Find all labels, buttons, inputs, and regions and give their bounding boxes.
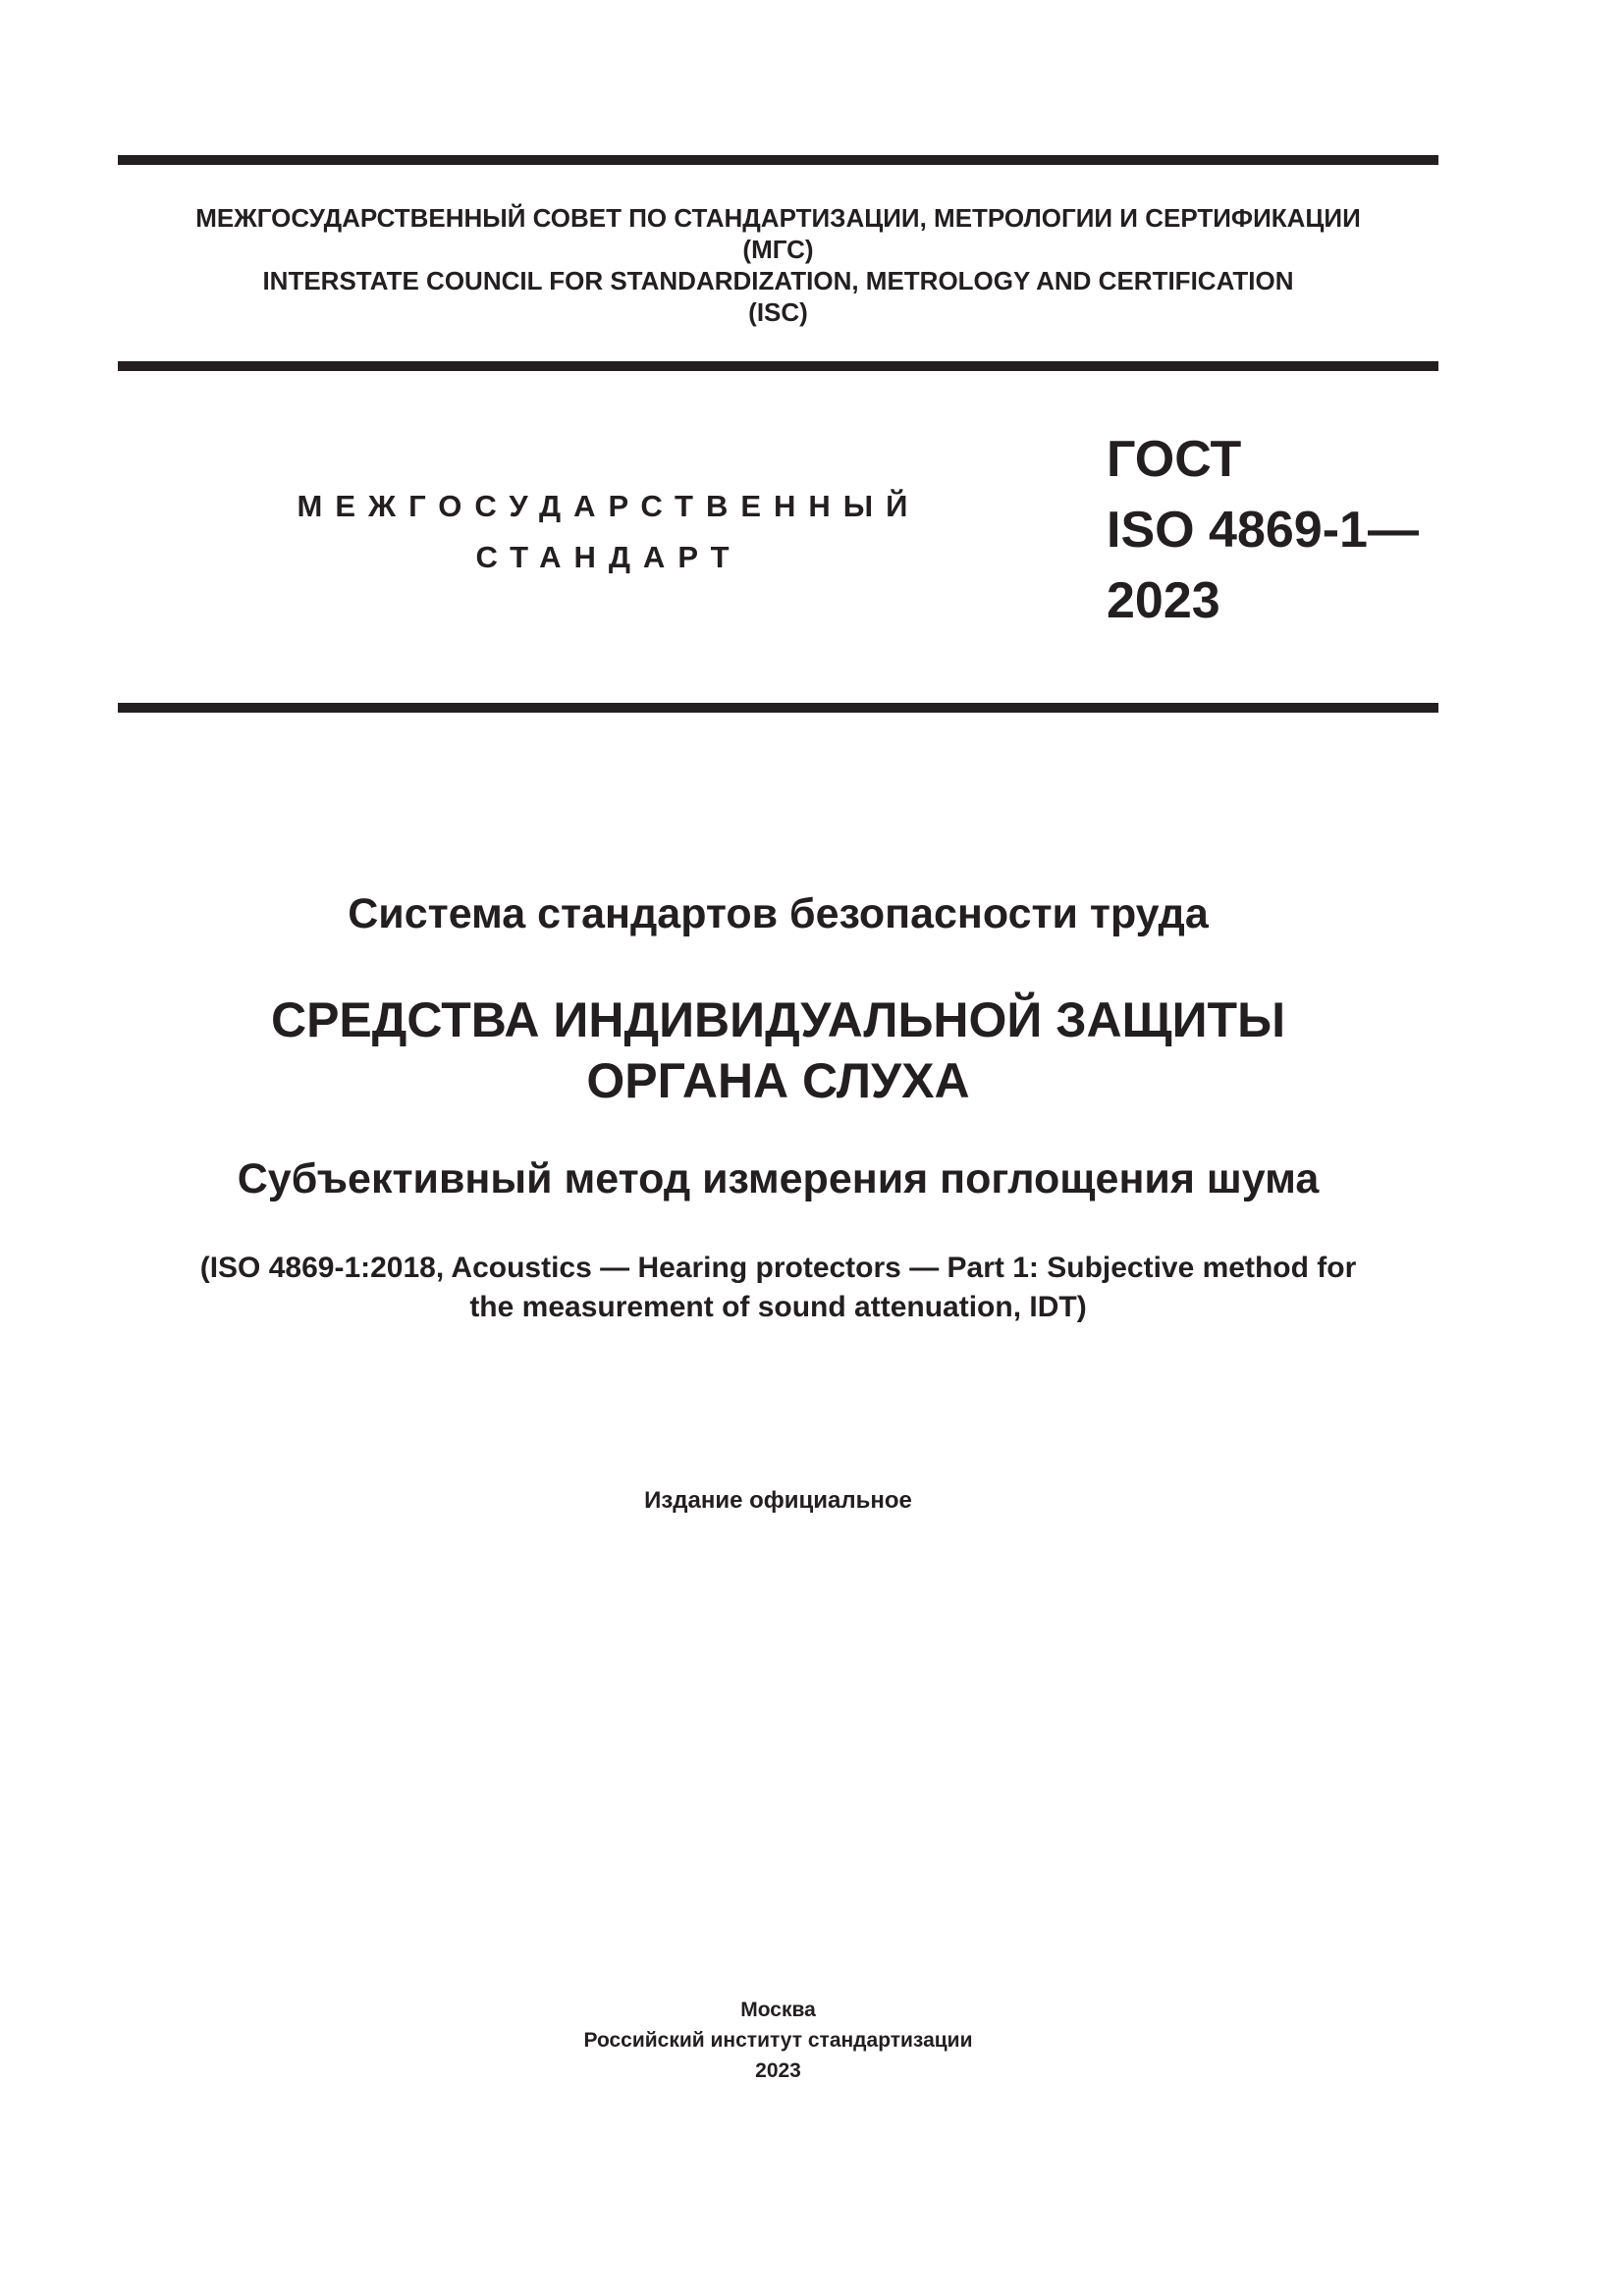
- council-header: [118, 202, 1438, 328]
- council-abbr-ru: (МГС): [742, 235, 814, 264]
- title-divider: [118, 703, 1438, 713]
- iso-reference-line2: the measurement of sound attenuation, IDT): [469, 1291, 1087, 1323]
- council-abbr-en: (ISC): [748, 297, 808, 327]
- subtitle: [118, 1153, 1438, 1204]
- main-title: [118, 989, 1438, 1111]
- main-title-line1: СРЕДСТВА ИНДИВИДУАЛЬНОЙ ЗАЩИТЫ: [270, 992, 1286, 1047]
- series-title: [118, 888, 1438, 939]
- designation-line1: ГОСТ: [1107, 431, 1242, 488]
- imprint-city: Москва: [740, 1999, 816, 2021]
- imprint: [118, 1995, 1438, 2086]
- council-name-en: INTERSTATE COUNCIL FOR STANDARDIZATION, METROLOGY AND CERTIFICATION: [262, 266, 1294, 295]
- iso-reference-line1: (ISO 4869-1:2018, Acoustics — Hearing protectors — Part 1: Subjective method for: [199, 1252, 1357, 1284]
- iso-reference: [118, 1249, 1438, 1327]
- edition-note: [118, 1486, 1438, 1516]
- main-title-line2: ОРГАНА СЛУХА: [586, 1053, 970, 1108]
- designation-line2: ISO 4869-1—: [1107, 502, 1419, 559]
- edition-text: Издание официальное: [644, 1487, 912, 1514]
- imprint-publisher: Российский институт стандартизации: [583, 2029, 973, 2052]
- imprint-year: 2023: [755, 2059, 801, 2082]
- standard-type-line1: МЕЖГОСУДАРСТВЕННЫЙ: [297, 489, 921, 523]
- top-rule: [118, 155, 1438, 165]
- standard-designation: [1107, 424, 1419, 636]
- subtitle-text: Субъективный метод измерения поглощения шума: [237, 1155, 1320, 1202]
- standard-type: [295, 481, 923, 583]
- header-divider: [118, 361, 1438, 371]
- designation-line3: 2023: [1107, 572, 1220, 629]
- series-title-text: Система стандартов безопасности труда: [348, 890, 1209, 937]
- standard-type-line2: СТАНДАРТ: [475, 540, 742, 574]
- council-name-ru: МЕЖГОСУДАРСТВЕННЫЙ СОВЕТ ПО СТАНДАРТИЗАЦИИ, МЕТРОЛОГИИ И СЕРТИФИКАЦИИ: [195, 203, 1361, 233]
